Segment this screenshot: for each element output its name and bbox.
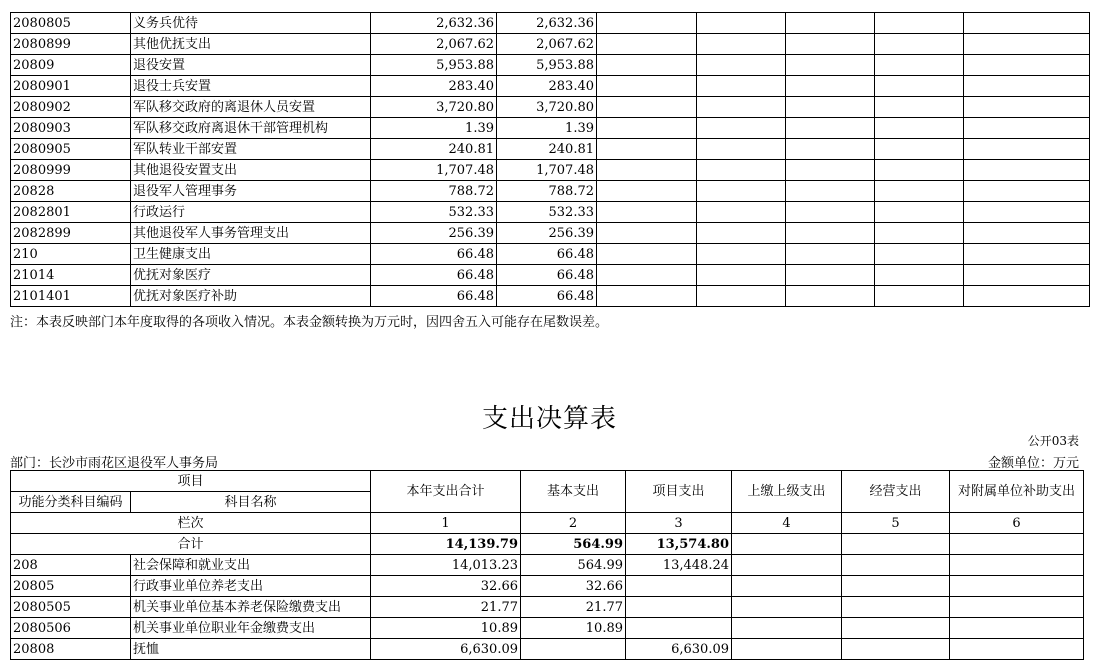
subject-name: 行政运行 [131, 202, 371, 223]
project-amount: 6,630.09 [626, 639, 732, 660]
header-row-1 [11, 471, 1084, 492]
project-amount [626, 597, 732, 618]
basic-amount: 5,953.88 [497, 55, 597, 76]
empty-cell [597, 76, 697, 97]
column-number: 3 [626, 513, 732, 534]
basic-amount: 66.48 [497, 265, 597, 286]
expenditure-table [10, 470, 1084, 660]
basic-amount: 10.89 [521, 618, 626, 639]
subject-code: 21014 [11, 265, 131, 286]
table-row [11, 244, 1090, 265]
empty-cell [964, 97, 1090, 118]
empty-cell [597, 181, 697, 202]
subject-code: 20808 [11, 639, 131, 660]
table-row [11, 555, 1084, 576]
subject-code: 210 [11, 244, 131, 265]
table-row [11, 139, 1090, 160]
empty-cell [697, 286, 786, 307]
empty-cell [875, 13, 964, 34]
empty-cell [964, 34, 1090, 55]
basic-amount [521, 639, 626, 660]
empty-cell [964, 139, 1090, 160]
empty-cell [875, 181, 964, 202]
empty-cell [786, 244, 875, 265]
sum-total: 14,139.79 [371, 534, 521, 555]
subject-name: 优抚对象医疗补助 [131, 286, 371, 307]
page-title: 支出决算表 [481, 404, 617, 434]
empty-cell [697, 160, 786, 181]
empty-cell [597, 160, 697, 181]
subject-code: 20828 [11, 181, 131, 202]
empty-cell [732, 597, 842, 618]
empty-cell [786, 55, 875, 76]
empty-cell [597, 286, 697, 307]
unit-label: 金额单位：万元 [987, 456, 1079, 471]
empty-cell [875, 160, 964, 181]
sum-row [11, 534, 1084, 555]
empty-cell [875, 265, 964, 286]
subject-code: 2080901 [11, 76, 131, 97]
empty-cell [875, 76, 964, 97]
subject-code: 2082801 [11, 202, 131, 223]
empty-cell [842, 534, 950, 555]
empty-cell [732, 576, 842, 597]
empty-cell [842, 555, 950, 576]
subject-code: 2080905 [11, 139, 131, 160]
empty-cell [786, 202, 875, 223]
basic-amount: 1.39 [497, 118, 597, 139]
subject-name: 机关事业单位职业年金缴费支出 [131, 618, 371, 639]
subject-code: 20809 [11, 55, 131, 76]
total-amount: 788.72 [371, 181, 497, 202]
project-amount [626, 618, 732, 639]
subject-name: 军队移交政府的离退休人员安置 [131, 97, 371, 118]
empty-cell [597, 223, 697, 244]
empty-cell [697, 34, 786, 55]
subject-name: 退役军人管理事务 [131, 181, 371, 202]
empty-cell [597, 244, 697, 265]
empty-cell [875, 97, 964, 118]
column-number: 6 [950, 513, 1084, 534]
empty-cell [786, 160, 875, 181]
empty-cell [950, 576, 1084, 597]
subject-name: 其他退役军人事务管理支出 [131, 223, 371, 244]
top-table [10, 12, 1090, 307]
empty-cell [875, 244, 964, 265]
total-amount: 240.81 [371, 139, 497, 160]
subject-code: 2080805 [11, 13, 131, 34]
sum-project: 13,574.80 [626, 534, 732, 555]
subject-name: 抚恤 [131, 639, 371, 660]
empty-cell [597, 34, 697, 55]
empty-cell [786, 223, 875, 244]
empty-cell [697, 76, 786, 97]
column-row-label: 栏次 [11, 513, 371, 534]
table-row [11, 13, 1090, 34]
header-upper: 上缴上级支出 [732, 471, 842, 513]
empty-cell [964, 223, 1090, 244]
table-row [11, 181, 1090, 202]
empty-cell [732, 555, 842, 576]
table-row [11, 34, 1090, 55]
empty-cell [786, 181, 875, 202]
empty-cell [597, 202, 697, 223]
subject-code: 2080506 [11, 618, 131, 639]
subject-name: 社会保障和就业支出 [131, 555, 371, 576]
basic-amount: 788.72 [497, 181, 597, 202]
project-amount [626, 576, 732, 597]
empty-cell [875, 223, 964, 244]
total-amount: 532.33 [371, 202, 497, 223]
basic-amount: 283.40 [497, 76, 597, 97]
empty-cell [875, 55, 964, 76]
basic-amount: 3,720.80 [497, 97, 597, 118]
header-basic: 基本支出 [521, 471, 626, 513]
table-row [11, 265, 1090, 286]
empty-cell [875, 118, 964, 139]
subject-name: 行政事业单位养老支出 [131, 576, 371, 597]
basic-amount: 2,067.62 [497, 34, 597, 55]
header-business: 经营支出 [842, 471, 950, 513]
subject-code: 2082899 [11, 223, 131, 244]
subject-code: 2080505 [11, 597, 131, 618]
empty-cell [786, 13, 875, 34]
subject-code: 2101401 [11, 286, 131, 307]
subject-code: 2080903 [11, 118, 131, 139]
empty-cell [786, 139, 875, 160]
empty-cell [597, 55, 697, 76]
empty-cell [964, 286, 1090, 307]
basic-amount: 532.33 [497, 202, 597, 223]
empty-cell [697, 202, 786, 223]
empty-cell [786, 76, 875, 97]
empty-cell [732, 618, 842, 639]
empty-cell [732, 534, 842, 555]
subject-name: 其他优抚支出 [131, 34, 371, 55]
total-amount: 66.48 [371, 286, 497, 307]
empty-cell [964, 76, 1090, 97]
basic-amount: 2,632.36 [497, 13, 597, 34]
table-note: 注：本表反映部门本年度取得的各项收入情况。本表金额转换为万元时，因四舍五入可能存在尾数误差。 [10, 315, 609, 330]
basic-amount: 32.66 [521, 576, 626, 597]
empty-cell [964, 13, 1090, 34]
total-amount: 1,707.48 [371, 160, 497, 181]
basic-amount: 564.99 [521, 555, 626, 576]
column-number: 5 [842, 513, 950, 534]
empty-cell [597, 139, 697, 160]
total-amount: 32.66 [371, 576, 521, 597]
subject-name: 优抚对象医疗 [131, 265, 371, 286]
subject-name: 军队转业干部安置 [131, 139, 371, 160]
table-row [11, 618, 1084, 639]
total-amount: 14,013.23 [371, 555, 521, 576]
project-amount: 13,448.24 [626, 555, 732, 576]
empty-cell [950, 597, 1084, 618]
empty-cell [950, 555, 1084, 576]
empty-cell [697, 97, 786, 118]
total-amount: 6,630.09 [371, 639, 521, 660]
basic-amount: 21.77 [521, 597, 626, 618]
table-code: 公开03表 [1027, 434, 1079, 448]
total-amount: 21.77 [371, 597, 521, 618]
empty-cell [964, 118, 1090, 139]
subject-name: 卫生健康支出 [131, 244, 371, 265]
table-row [11, 160, 1090, 181]
total-amount: 3,720.80 [371, 97, 497, 118]
empty-cell [697, 118, 786, 139]
department-label: 部门：长沙市雨花区退役军人事务局 [10, 456, 219, 471]
empty-cell [597, 97, 697, 118]
column-number: 2 [521, 513, 626, 534]
empty-cell [732, 639, 842, 660]
table-row [11, 97, 1090, 118]
subject-name: 机关事业单位基本养老保险缴费支出 [131, 597, 371, 618]
subject-code: 20805 [11, 576, 131, 597]
empty-cell [964, 244, 1090, 265]
empty-cell [597, 265, 697, 286]
total-amount: 66.48 [371, 265, 497, 286]
empty-cell [597, 118, 697, 139]
sum-basic: 564.99 [521, 534, 626, 555]
basic-amount: 1,707.48 [497, 160, 597, 181]
empty-cell [950, 618, 1084, 639]
empty-cell [964, 265, 1090, 286]
empty-cell [875, 34, 964, 55]
subject-code: 2080999 [11, 160, 131, 181]
empty-cell [786, 34, 875, 55]
header-subsidy: 对附属单位补助支出 [950, 471, 1084, 513]
empty-cell [786, 286, 875, 307]
table-row [11, 55, 1090, 76]
subject-name: 其他退役安置支出 [131, 160, 371, 181]
empty-cell [697, 139, 786, 160]
subject-name: 军队移交政府离退休干部管理机构 [131, 118, 371, 139]
subject-name: 退役安置 [131, 55, 371, 76]
table-row [11, 223, 1090, 244]
empty-cell [950, 534, 1084, 555]
header-code: 功能分类科目编码 [11, 492, 131, 513]
column-number-row [11, 513, 1084, 534]
empty-cell [597, 13, 697, 34]
column-number: 4 [732, 513, 842, 534]
table-row [11, 202, 1090, 223]
empty-cell [786, 118, 875, 139]
empty-cell [697, 223, 786, 244]
table-row [11, 576, 1084, 597]
table-row [11, 286, 1090, 307]
total-amount: 1.39 [371, 118, 497, 139]
total-amount: 2,632.36 [371, 13, 497, 34]
empty-cell [842, 639, 950, 660]
total-amount: 10.89 [371, 618, 521, 639]
basic-amount: 256.39 [497, 223, 597, 244]
total-amount: 283.40 [371, 76, 497, 97]
empty-cell [842, 576, 950, 597]
subject-code: 208 [11, 555, 131, 576]
empty-cell [875, 202, 964, 223]
basic-amount: 66.48 [497, 244, 597, 265]
empty-cell [786, 97, 875, 118]
empty-cell [697, 265, 786, 286]
column-number: 1 [371, 513, 521, 534]
header-total: 本年支出合计 [371, 471, 521, 513]
empty-cell [842, 597, 950, 618]
table-row [11, 118, 1090, 139]
empty-cell [697, 181, 786, 202]
empty-cell [786, 265, 875, 286]
header-project: 项目支出 [626, 471, 732, 513]
empty-cell [697, 244, 786, 265]
total-amount: 256.39 [371, 223, 497, 244]
empty-cell [875, 286, 964, 307]
table-row [11, 639, 1084, 660]
subject-name: 退役士兵安置 [131, 76, 371, 97]
empty-cell [964, 160, 1090, 181]
basic-amount: 66.48 [497, 286, 597, 307]
table-row [11, 597, 1084, 618]
total-amount: 5,953.88 [371, 55, 497, 76]
basic-amount: 240.81 [497, 139, 597, 160]
empty-cell [964, 181, 1090, 202]
subject-name: 义务兵优待 [131, 13, 371, 34]
empty-cell [950, 639, 1084, 660]
subject-code: 2080899 [11, 34, 131, 55]
sum-label: 合计 [11, 534, 371, 555]
subject-code: 2080902 [11, 97, 131, 118]
total-amount: 2,067.62 [371, 34, 497, 55]
table-row [11, 76, 1090, 97]
total-amount: 66.48 [371, 244, 497, 265]
empty-cell [875, 139, 964, 160]
header-name: 科目名称 [131, 492, 371, 513]
empty-cell [964, 202, 1090, 223]
header-item: 项目 [11, 471, 371, 492]
empty-cell [964, 55, 1090, 76]
empty-cell [842, 618, 950, 639]
empty-cell [697, 13, 786, 34]
empty-cell [697, 55, 786, 76]
